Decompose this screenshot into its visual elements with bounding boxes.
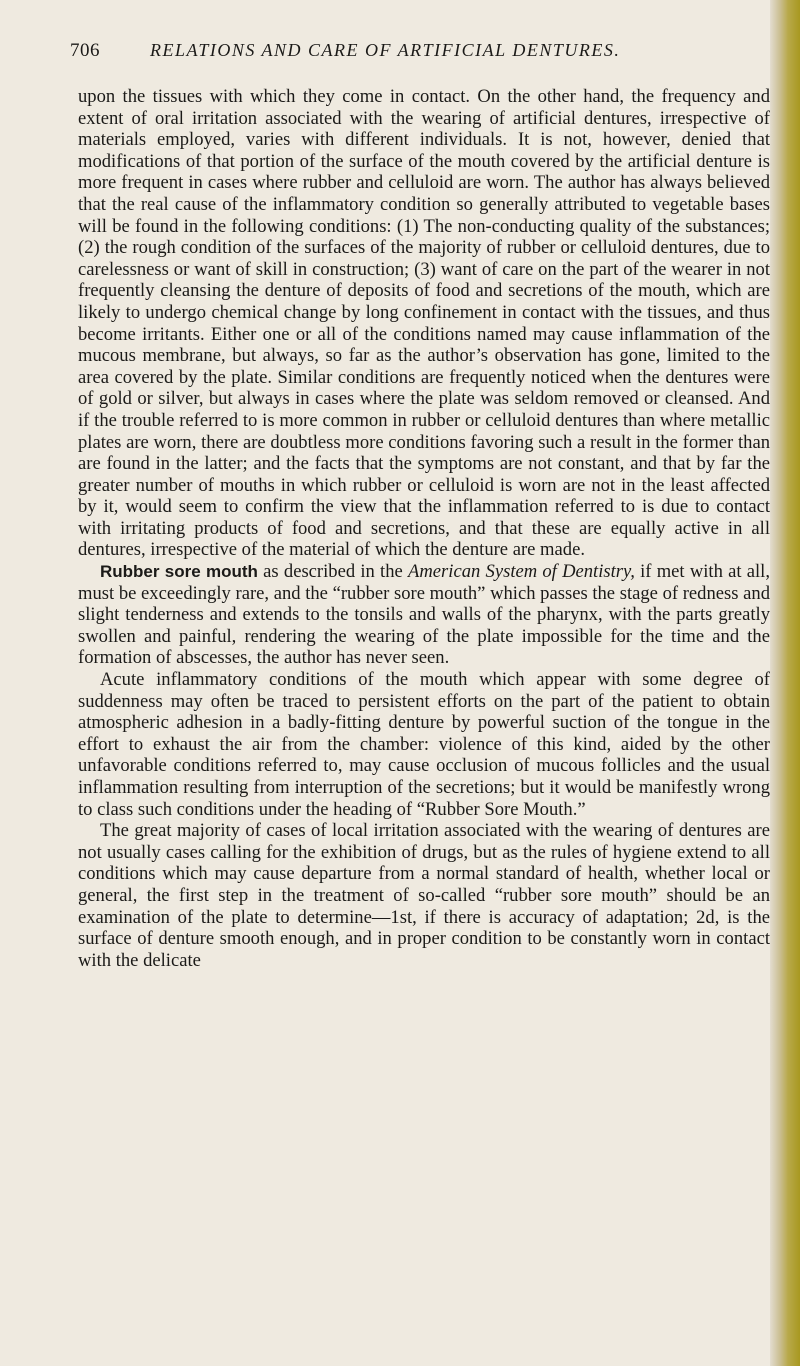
paragraph-text: as described in the	[257, 561, 409, 583]
paragraph	[78, 561, 770, 669]
book-title-reference: American System of Dentistry,	[408, 561, 635, 583]
run-in-heading: Rubber sore mouth	[100, 562, 258, 582]
page-number: 706	[70, 40, 100, 61]
page-edge-shadow	[770, 0, 800, 1366]
paragraph-text: if met with at all, must be exceedingly rare, and the “rubber sore mouth” which passes the stage of redness and slight tenderness and extends to the tonsils and walls of the pharynx, with the parts greatly swollen and painful, rendering the wearing of the plate impossible for the time and the formation of abscesses, the author has never seen.	[78, 561, 770, 669]
running-title: RELATIONS AND CARE OF ARTIFICIAL DENTURES.	[150, 40, 621, 60]
page-header	[70, 40, 770, 70]
paragraph: upon the tissues with which they come in contact. On the other hand, the frequency and extent of oral irritation associated with the wearing of artificial dentures, irrespective of materials employed, varies with different individuals. It is not, however, denied that modifications of that portion of the surface of the mouth covered by the artificial denture is more frequent in cases where rubber and celluloid are worn. The author has always believed that the real cause of the inflammatory condition so generally attributed to vegetable bases will be found in the following conditions: (1) The non-conducting quality of the substances; (2) the rough condition of the surfaces of the majority of rubber or celluloid dentures, due to carelessness or want of skill in construction; (3) want of care on the part of the wearer in not frequently cleansing the denture of deposits of food and secretions of the mouth, which are likely to undergo chemical change by long confinement in contact with the tissues, and thus become irritants. Either one or all of the conditions named may cause inflammation of the mucous membrane, but always, so far as the author’s observation has gone, limited to the area covered by the plate. Similar conditions are frequently noticed when the dentures were of gold or silver, but always in cases where the plate was seldom removed or cleansed. And if the trouble referred to is more common in rubber or celluloid dentures than where metallic plates are worn, there are doubtless more conditions favoring such a result in the former than are found in the latter; and the facts that the symptoms are not constant, and that by far the greater number of mouths in which rubber or celluloid is worn are not in the least affected by it, would seem to confirm the view that the inflammation referred to is due to contact with irritating products of food and secretions, and that these are equally active in all dentures, irrespective of the material of which the denture are made.	[78, 86, 770, 561]
paragraph: The great majority of cases of local irritation associated with the wearing of dentures are not usually cases calling for the exhibition of drugs, but as the rules of hygiene extend to all conditions which may cause departure from a normal standard of health, whether local or general, the first step in the treatment of so-called “rubber sore mouth” should be an examination of the plate to determine—1st, if there is accuracy of adaptation; 2d, is the surface of denture smooth enough, and in proper condition to be constantly worn in contact with the delicate	[78, 820, 770, 971]
paragraph: Acute inflammatory conditions of the mouth which appear with some degree of suddenness may often be traced to persistent efforts on the part of the patient to obtain atmospheric adhesion in a badly-fitting denture by powerful suction of the tongue in the effort to exhaust the air from the chamber: violence of this kind, aided by the other unfavorable conditions referred to, may cause occlusion of mucous follicles and the usual inflammation resulting from interruption of the secretions; but it would be manifestly wrong to class such conditions under the heading of “Rubber Sore Mouth.”	[78, 669, 770, 820]
body-text	[78, 86, 770, 971]
